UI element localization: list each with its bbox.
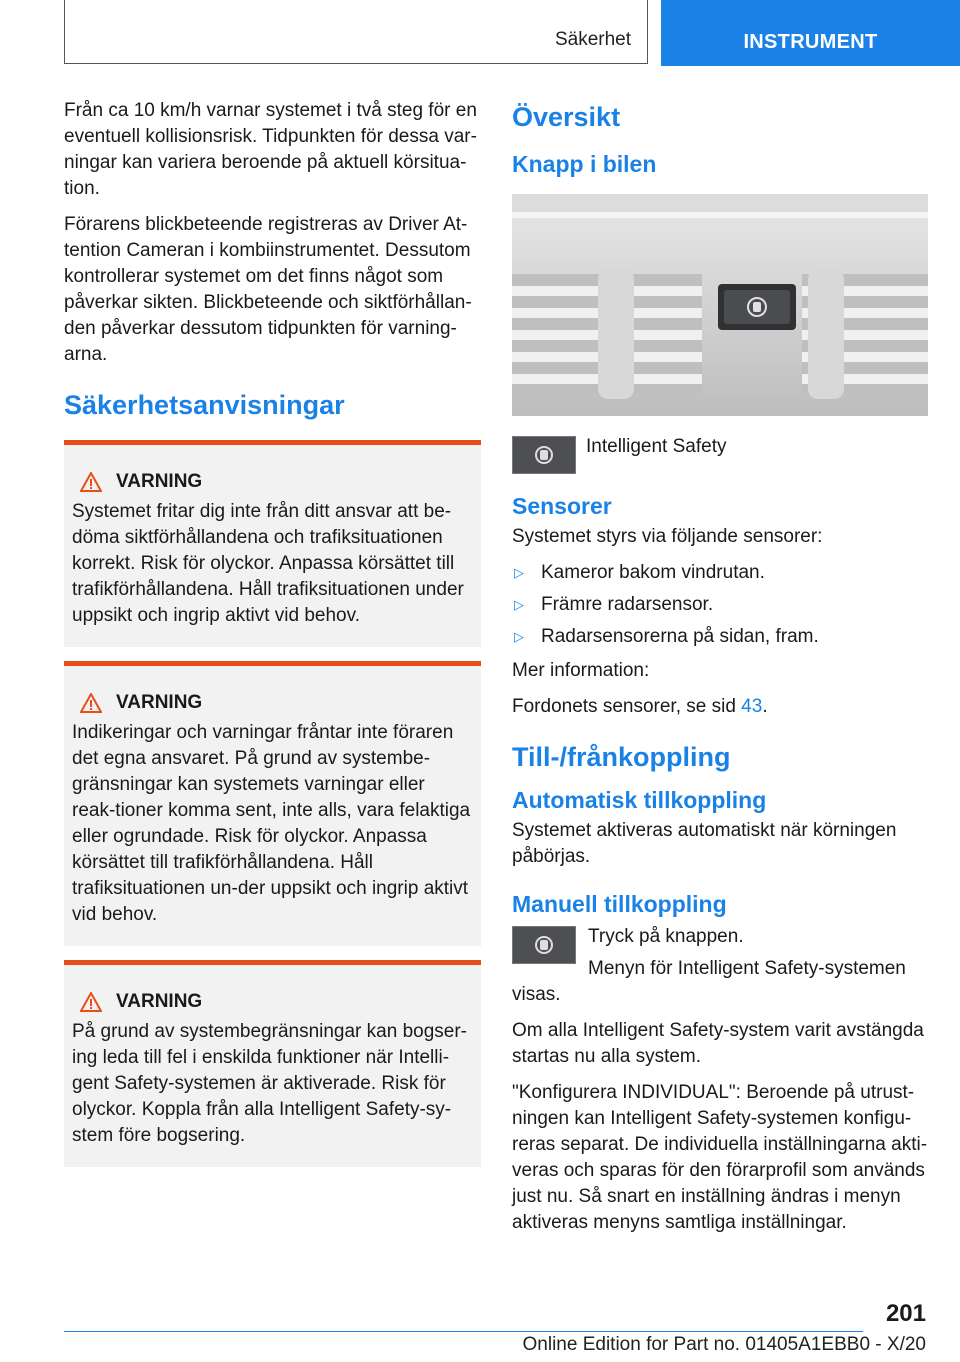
intro-paragraph-1: Från ca 10 km/h varnar systemet i två steg för en eventuell kollisionsrisk. Tidpunkten för dessa var-ningar kan variera beroende på aktuell körsitua-tion. [64,100,477,199]
warning-box-3 [64,960,481,1167]
footer-divider [64,1331,863,1332]
warning-triangle-icon [80,992,102,1012]
button-legend [512,434,928,474]
sensor-reference: Fordonets sensorer, se sid 43. [512,696,768,717]
overview-heading: Översikt [512,102,621,132]
safety-heading: Säkerhetsanvisningar [64,390,345,420]
manual-paragraph-1: Om alla Intelligent Safety-system varit avstängda startas nu alla system. [512,1020,924,1067]
button-label: Intelligent Safety [586,436,727,457]
header-section-title: Säkerhet [554,29,631,50]
warning-triangle-icon [80,472,102,492]
header-chapter-tab: INSTRUMENT [661,0,960,66]
list-item: ▷ Radarsensorerna på sidan, fram. [512,624,928,650]
page-number: 201 [885,1300,926,1327]
manual-heading: Manuell tillkoppling [512,891,727,917]
warning-box-2 [64,661,481,946]
warning-text: På grund av systembegränsningar kan bogser-ing leda till fel i enskilda funktioner när Intelli-gent Safety-systemen är aktiverade. Risk för olyckor. Koppla från alla Intelligent Safety-sy-stem före bogsering. [72,1021,468,1146]
sensors-heading: Sensorer [512,493,612,519]
triangle-bullet-icon: ▷ [514,565,524,580]
list-item: ▷ Främre radarsensor. [512,592,928,618]
dashboard-button-photo [512,194,928,416]
page-header [0,0,960,66]
auto-text: Systemet aktiveras automatiskt när körningen påbörjas. [512,820,897,867]
warning-text: Indikeringar och varningar fråntar inte föraren det egna ansvaret. På grund av systembe-gränsningar kan systemets varningar eller reak-tioner komma sent, inte alls, vara felaktiga eller ogrundade. Risk för olyckor. Anpassa körsättet till trafikförhållandena. Håll trafiksituationen un-der uppsikt och ingrip aktivt vid behov. [72,722,471,925]
left-column [64,98,481,1181]
intelligent-safety-button-icon [512,926,576,964]
manual-step [512,924,928,1008]
manual-paragraph-2: "Konfigurera INDIVIDUAL": Beroende på utrust-ningen kan Intelligent Safety-systemen konfigu-reras separat. De individuella inställningarna akti-veras och sparas för den förarprofil som används just nu. Så snart en inställning ändras i menyn aktiveras menyns samtliga inställningar. [512,1082,928,1233]
warning-title: VARNING [116,471,203,492]
right-column [512,98,928,1246]
triangle-bullet-icon: ▷ [514,629,524,644]
sensors-intro: Systemet styrs via följande sensorer: [512,526,823,547]
manual-result-text: Menyn för Intelligent Safety-systemen visas. [512,958,906,1005]
intro-paragraph-2: Förarens blickbeteende registreras av Driver At-tention Cameran i kombiinstrumentet. Dessutom kontrollerar systemet om det finns något som påverkar sikten. Blickbeteende och siktförhållan-den påverkar dessutom tidpunkten för varning-arna. [64,214,472,365]
manual-step-text: Tryck på knappen. [588,926,744,947]
warning-title: VARNING [116,692,203,713]
more-info-label: Mer information: [512,660,650,681]
footer-edition: Online Edition for Part no. 01405A1EBB0 - X/20 [522,1334,926,1355]
onoff-heading: Till-/frånkoppling [512,742,731,772]
sensor-list [512,560,928,650]
list-item: ▷ Kameror bakom vindrutan. [512,560,928,586]
page-reference-link[interactable]: 43 [741,696,763,717]
warning-title: VARNING [116,991,203,1012]
auto-heading: Automatisk tillkoppling [512,787,767,813]
triangle-bullet-icon: ▷ [514,597,524,612]
intelligent-safety-button-icon [512,436,576,474]
header-section-box [64,0,648,64]
warning-triangle-icon [80,693,102,713]
warning-box-1 [64,440,481,647]
button-heading: Knapp i bilen [512,151,657,177]
warning-text: Systemet fritar dig inte från ditt ansvar att be-döma siktförhållandena och trafiksituationen korrekt. Risk för olyckor. Anpassa körsättet till trafikförhållandena. Håll trafiksituationen under uppsikt och ingrip aktivt vid behov. [72,501,464,626]
